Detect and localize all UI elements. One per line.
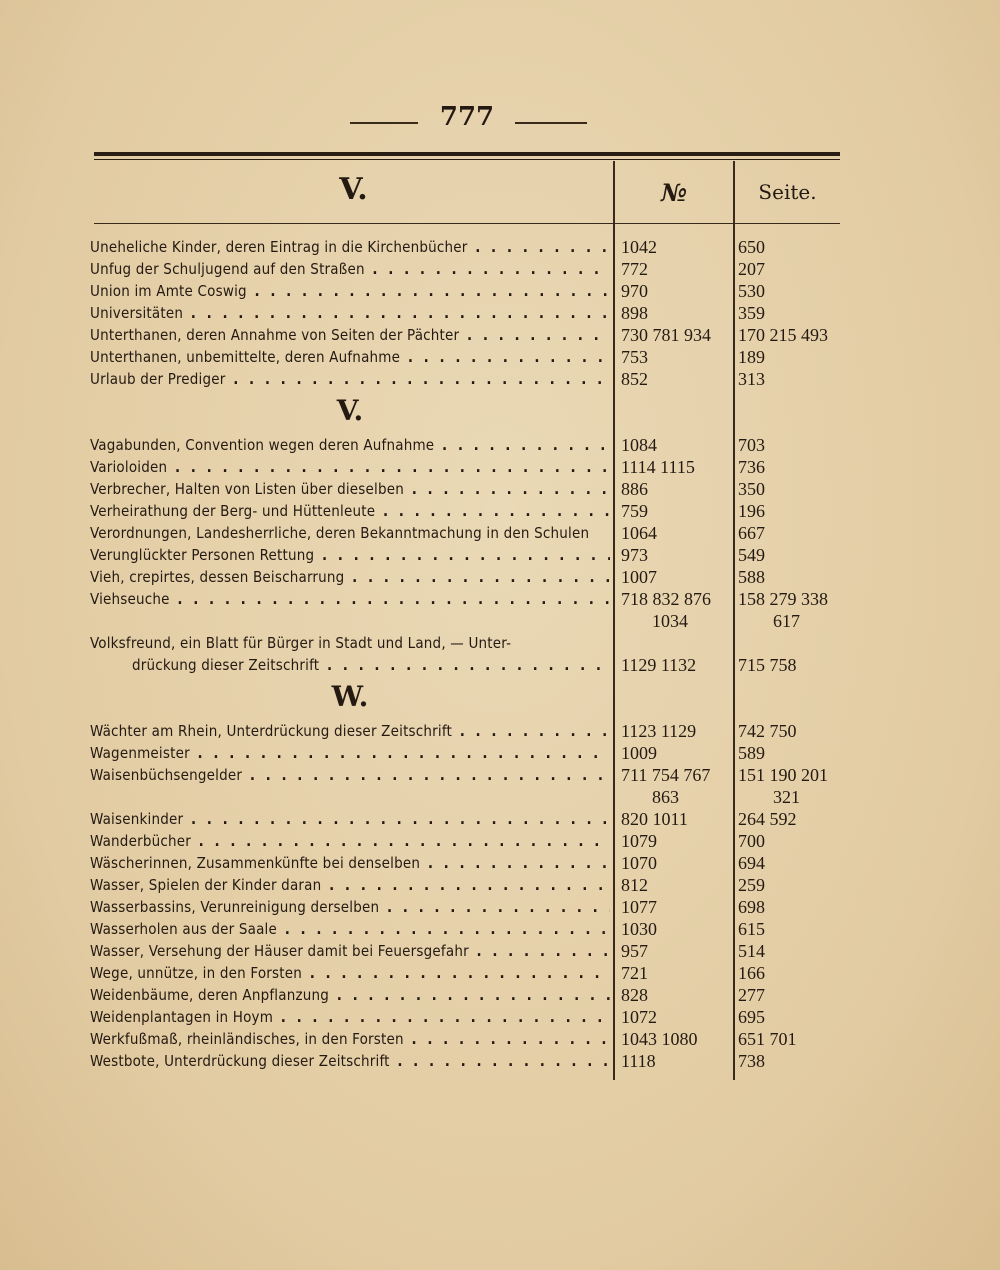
index-term: Werkfußmaß, rheinländisches, in den Forsten . . . [90, 1028, 610, 1050]
index-pages: 703 [738, 435, 765, 455]
index-numbers: 1084 [621, 435, 657, 455]
index-numbers: 970 [621, 281, 648, 301]
index-term: Verbrecher, Halten von Listen über dieselben . . . [90, 478, 610, 500]
index-term: Uneheliche Kinder, deren Eintrag in die Kirchenbücher . . . [90, 236, 610, 258]
index-pages: 736 [738, 457, 765, 477]
index-numbers: 759 [621, 501, 648, 521]
index-pages: 259 [738, 875, 765, 895]
index-row [0, 874, 1000, 896]
index-entries [0, 236, 1000, 1072]
index-pages: 189 [738, 347, 765, 367]
index-numbers: 730 781 934 [621, 325, 711, 345]
index-numbers: 1042 [621, 237, 657, 257]
index-pages: 695 [738, 1007, 765, 1027]
index-term: Weidenplantagen in Hoym . . . [90, 1006, 610, 1028]
index-row [0, 500, 1000, 522]
index-pages-continued: 321 [773, 787, 800, 807]
section-letter-w: W. [331, 680, 369, 713]
index-row [0, 962, 1000, 984]
index-row [0, 984, 1000, 1006]
index-numbers: 852 [621, 369, 648, 389]
index-pages: 166 [738, 963, 765, 983]
index-row [0, 566, 1000, 588]
index-term: Westbote, Unterdrückung dieser Zeitschrift . . . [90, 1050, 610, 1072]
index-row [0, 918, 1000, 940]
index-pages: 207 [738, 259, 765, 279]
index-row [0, 742, 1000, 764]
index-numbers: 753 [621, 347, 648, 367]
index-pages: 694 [738, 853, 765, 873]
index-term: Wanderbücher . . . [90, 830, 610, 852]
index-numbers-continued: 1034 [652, 611, 688, 631]
index-pages: 530 [738, 281, 765, 301]
section-letter-header: V. [339, 172, 368, 207]
page-number: 777 [439, 102, 495, 132]
index-pages: 514 [738, 941, 765, 961]
index-pages: 170 215 493 [738, 325, 828, 345]
index-numbers: 1064 [621, 523, 657, 543]
index-pages: 698 [738, 897, 765, 917]
column-header-number: № [660, 178, 688, 207]
index-numbers: 772 [621, 259, 648, 279]
index-row [0, 544, 1000, 566]
index-numbers: 820 1011 [621, 809, 688, 829]
index-pages: 738 [738, 1051, 765, 1071]
index-row [0, 346, 1000, 368]
index-term: Unterthanen, unbemittelte, deren Aufnahme . . . [90, 346, 610, 368]
column-header-rule [94, 223, 840, 224]
page-header [0, 100, 1000, 140]
index-pages: 667 [738, 523, 765, 543]
table-top-rule-thin [94, 159, 840, 160]
index-numbers: 898 [621, 303, 648, 323]
index-row [0, 302, 1000, 324]
index-term: Waisenbüchsengelder . . . [90, 764, 610, 786]
index-numbers: 1077 [621, 897, 657, 917]
index-row [0, 522, 1000, 544]
index-row [0, 720, 1000, 742]
index-term: Verordnungen, Landesherrliche, deren Bekanntmachung in den Schulen [90, 524, 590, 542]
index-pages: 588 [738, 567, 765, 587]
index-term: Wächter am Rhein, Unterdrückung dieser Zeitschrift . . . [90, 720, 610, 742]
index-pages: 151 190 201 [738, 765, 828, 785]
table-top-rule-thick [94, 152, 840, 156]
index-term: Viehseuche . . . [90, 588, 610, 610]
index-row [0, 478, 1000, 500]
index-pages: 196 [738, 501, 765, 521]
index-row [0, 368, 1000, 390]
index-term: Wasserbassins, Verunreinigung derselben . . . [90, 896, 610, 918]
index-row [0, 1028, 1000, 1050]
index-numbers: 1072 [621, 1007, 657, 1027]
index-row [0, 940, 1000, 962]
index-pages: 742 750 [738, 721, 797, 741]
index-row [0, 852, 1000, 874]
index-term: Waisenkinder . . . [90, 808, 610, 830]
index-numbers: 1009 [621, 743, 657, 763]
index-pages: 715 758 [738, 655, 797, 675]
index-term: Wege, unnütze, in den Forsten . . . [90, 962, 610, 984]
section-letter-v: V. [336, 394, 364, 427]
index-numbers: 886 [621, 479, 648, 499]
index-row [0, 808, 1000, 830]
index-term: Wasserholen aus der Saale . . . [90, 918, 610, 940]
index-pages: 549 [738, 545, 765, 565]
index-pages: 313 [738, 369, 765, 389]
index-numbers: 1118 [621, 1051, 656, 1071]
index-term: Wagenmeister . . . [90, 742, 610, 764]
index-row [0, 434, 1000, 456]
index-pages: 650 [738, 237, 765, 257]
index-row [0, 588, 1000, 632]
index-pages: 615 [738, 919, 765, 939]
index-row [0, 236, 1000, 258]
index-numbers: 1079 [621, 831, 657, 851]
index-term: Urlaub der Prediger . . . [90, 368, 610, 390]
index-numbers: 1114 1115 [621, 457, 695, 477]
index-row [0, 764, 1000, 808]
index-row [0, 456, 1000, 478]
index-numbers: 1129 1132 [621, 655, 697, 675]
header-rule-right [515, 122, 587, 124]
index-numbers: 1070 [621, 853, 657, 873]
index-pages: 589 [738, 743, 765, 763]
section-letter-row [0, 390, 1000, 434]
index-term: Wäscherinnen, Zusammenkünfte bei denselben . . . [90, 852, 610, 874]
index-term: Wasser, Spielen der Kinder daran . . . [90, 874, 610, 896]
index-pages-continued: 617 [773, 611, 800, 631]
index-numbers: 1007 [621, 567, 657, 587]
index-row [0, 1006, 1000, 1028]
index-term: Varioloiden . . . [90, 456, 610, 478]
index-row [0, 280, 1000, 302]
section-letter-row [0, 676, 1000, 720]
index-numbers: 957 [621, 941, 648, 961]
index-row [0, 324, 1000, 346]
index-pages: 651 701 [738, 1029, 797, 1049]
index-term: Vagabunden, Convention wegen deren Aufnahme . . . [90, 434, 610, 456]
index-row [0, 896, 1000, 918]
index-term: Union im Amte Coswig . . . [90, 280, 610, 302]
index-numbers: 828 [621, 985, 648, 1005]
index-term: Universitäten . . . [90, 302, 610, 324]
index-pages: 350 [738, 479, 765, 499]
index-term: Unterthanen, deren Annahme von Seiten der Pächter . . . [90, 324, 610, 346]
index-term: Weidenbäume, deren Anpflanzung . . . [90, 984, 610, 1006]
index-pages: 700 [738, 831, 765, 851]
index-row [0, 632, 1000, 676]
index-term: Wasser, Versehung der Häuser damit bei Feuersgefahr . . . [90, 940, 610, 962]
index-term: Verheirathung der Berg- und Hüttenleute . . . [90, 500, 610, 522]
index-numbers: 721 [621, 963, 648, 983]
index-numbers: 812 [621, 875, 648, 895]
index-term: Vieh, crepirtes, dessen Beischarrung . . . [90, 566, 610, 588]
index-numbers: 973 [621, 545, 648, 565]
index-numbers: 718 832 876 [621, 589, 711, 609]
index-row [0, 258, 1000, 280]
column-header-page: Seite. [758, 180, 817, 204]
index-pages: 158 279 338 [738, 589, 828, 609]
index-term: Unfug der Schuljugend auf den Straßen . . . [90, 258, 610, 280]
index-row [0, 830, 1000, 852]
index-term-continued: drückung dieser Zeitschrift . . . [132, 654, 610, 676]
index-term: Verunglückter Personen Rettung . . . [90, 544, 610, 566]
index-term: Volksfreund, ein Blatt für Bürger in Stadt und Land, — Unter- [90, 634, 512, 652]
index-pages: 277 [738, 985, 765, 1005]
index-numbers: 1030 [621, 919, 657, 939]
index-pages: 264 592 [738, 809, 797, 829]
index-pages: 359 [738, 303, 765, 323]
index-numbers: 1123 1129 [621, 721, 697, 741]
index-numbers: 1043 1080 [621, 1029, 698, 1049]
index-numbers-continued: 863 [652, 787, 679, 807]
index-row [0, 1050, 1000, 1072]
index-numbers: 711 754 767 [621, 765, 711, 785]
